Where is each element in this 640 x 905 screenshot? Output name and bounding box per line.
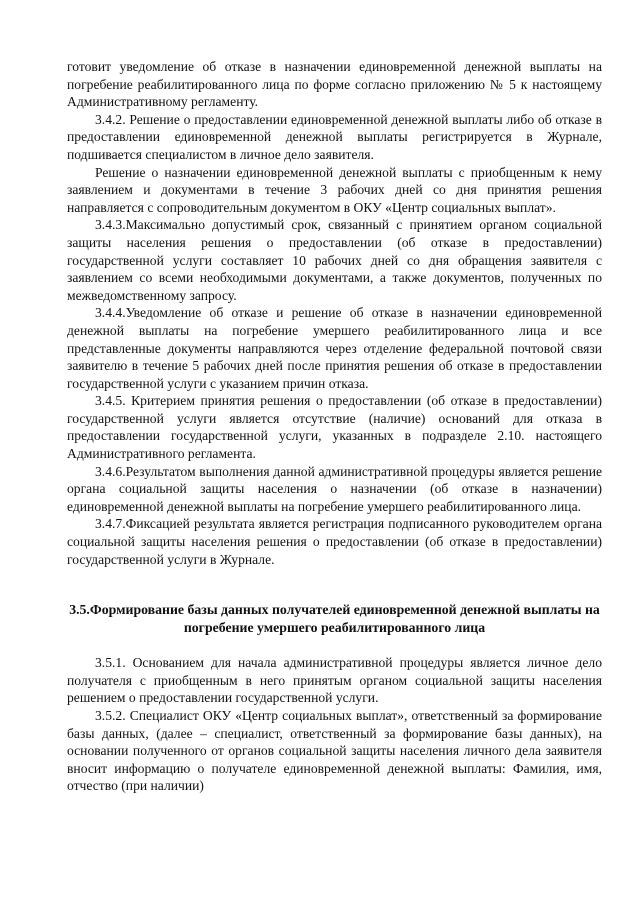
paragraph-3-4-4: 3.4.4.Уведомление об отказе и решение об отказе в назначении единовременной денежной выплаты на погребение умершего реабилитированного лица и все представленные документы направляются через отделение федеральной почтовой связи заявителю в течение 5 рабочих дней после принятия решения об отказе в предоставлении государственной услуги с указанием причин отказа. [67,305,602,391]
section-heading: 3.5.Формирование базы данных получателей единовременной денежной выплаты на погребение умершего реабилитированного лица [69,602,600,636]
paragraph-3-5-2: 3.5.2. Специалист ОКУ «Центр социальных выплат», ответственный за формирование базы данных, (далее – специалист, ответственный за формирование базы данных), на основании полученного от органов социальной защиты населения личного дела заявителя вносит информацию о получателе единовременной денежной выплаты: Фамилия, имя, отчество (при наличии) [67,708,602,794]
spacer [67,637,602,654]
paragraph-3-4-5: 3.4.5. Критерием принятия решения о предоставлении (об отказе в предоставлении) государственной услуги является отсутствие (наличие) оснований для отказа в предоставлении государственной услуги, указанных в подразделе 2.10. настоящего Административного регламента. [67,393,602,462]
spacer [67,568,602,601]
paragraph-3-4-7: 3.4.7.Фиксацией результата является регистрация подписанного руководителем органа социальной защиты населения решения о предоставлении (об отказе в предоставлении) государственной услуги в Журнале. [67,516,602,567]
paragraph-continuation: готовит уведомление об отказе в назначении единовременной денежной выплаты на погребение реабилитированного лица по форме согласно приложению № 5 к настоящему Административному регламенту. [67,59,602,110]
paragraph-3-4-2: 3.4.2. Решение о предоставлении единовременной денежной выплаты либо об отказе в предоставлении единовременной денежной выплаты регистрируется в Журнале, подшивается специалистом в личное дело заявителя. [67,111,602,162]
paragraph-3-4-3: 3.4.3.Максимально допустимый срок, связанный с принятием органом социальной защиты населения решения о предоставлении (об отказе в предоставлении) государственной услуги составляет 10 рабочих дней со дня обращения заявителя с заявлением со всеми необходимыми документами, а также документов, полученных по межведомственному запросу. [67,217,602,303]
paragraph-3-5-1: 3.5.1. Основанием для начала административной процедуры является личное дело получателя с приобщенным в него принятым органом социальной защиты населения решением о предоставлении государственной услуги. [67,655,602,706]
paragraph-3-4-6: 3.4.6.Результатом выполнения данной административной процедуры является решение органа социальной защиты населения о назначении (об отказе в назначении) единовременной денежной выплаты на погребение умершего реабилитированного лица. [67,463,602,514]
paragraph-decision-sending: Решение о назначении единовременной денежной выплаты с приобщенным к нему заявлением и документами в течение 3 рабочих дней со дня принятия решения направляется с сопроводительным документом в ОКУ «Центр социальных выплат». [67,164,602,215]
